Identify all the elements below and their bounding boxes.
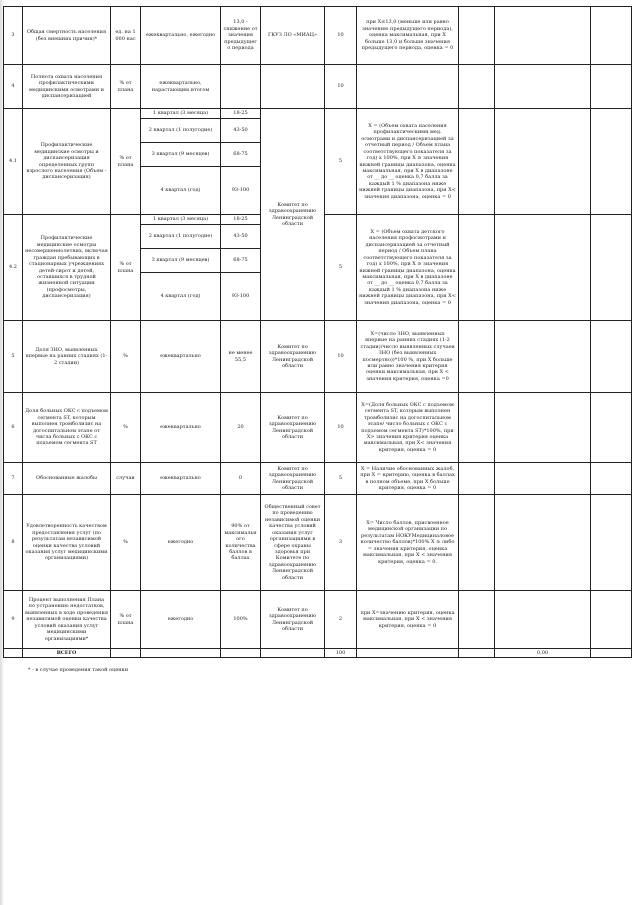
row-number: 8 bbox=[4, 495, 23, 591]
empty-cell bbox=[459, 649, 495, 658]
unit-cell: % bbox=[111, 321, 141, 393]
criterion-cell: не менее 55,5 bbox=[221, 321, 261, 393]
table-row bbox=[4, 7, 632, 65]
total-value: 0,00 bbox=[495, 649, 591, 658]
empty-cell bbox=[495, 215, 591, 321]
score-cell: 5 bbox=[325, 215, 357, 321]
empty-cell bbox=[591, 321, 632, 393]
unit-cell: случаи bbox=[111, 463, 141, 495]
empty-cell bbox=[459, 321, 495, 393]
table-row bbox=[4, 65, 632, 109]
score-cell: 10 bbox=[325, 321, 357, 393]
empty-cell bbox=[591, 463, 632, 495]
responsible-cell: Комитет по здравоохранению Ленинградской области bbox=[261, 321, 325, 393]
footnote: * - в случае проведения такой оценки bbox=[28, 667, 129, 673]
criterion-cell: 13,0 - снижение от значения предыдущего периода bbox=[221, 7, 261, 65]
empty-cell bbox=[4, 649, 23, 658]
criterion-cell: 20 bbox=[221, 393, 261, 463]
empty-cell bbox=[591, 109, 632, 215]
empty-cell bbox=[459, 65, 495, 109]
empty-cell bbox=[591, 393, 632, 463]
unit-cell: % от плана bbox=[111, 591, 141, 649]
period-cell: ежеквартально bbox=[141, 393, 221, 463]
period-q4: 4 квартал (год) bbox=[141, 273, 221, 321]
empty-cell bbox=[591, 649, 632, 658]
row-number: 5 bbox=[4, 321, 23, 393]
indicator-cell: Общая смертность населения (без внешних причин)* bbox=[23, 7, 111, 65]
indicator-cell: Доля ЗНО, выявленных впервые на ранних стадиях (1-2 стадии) bbox=[23, 321, 111, 393]
rule-cell: при X=значению критерия, оценка максимальная, при X < значения критерия, оценка = 0 bbox=[357, 591, 459, 649]
period-q3: 3 квартал (9 месяцев) bbox=[141, 143, 221, 167]
total-score: 100 bbox=[325, 649, 357, 658]
period-q4: 4 квартал (год) bbox=[141, 167, 221, 215]
period-q1: 1 квартал (3 месяца) bbox=[141, 109, 221, 119]
empty-cell bbox=[221, 65, 261, 109]
score-cell: 3 bbox=[325, 495, 357, 591]
empty-cell bbox=[591, 7, 632, 65]
empty-cell bbox=[495, 65, 591, 109]
criterion-q1: 18-25 bbox=[221, 109, 261, 119]
row-number: 6 bbox=[4, 393, 23, 463]
responsible-cell: Комитет по здравоохранению Ленинградской области bbox=[261, 463, 325, 495]
rule-cell: X=(Доля больных ОКС с подъемом сегмента ST, которым выполнен тромболизис на догоспитальном этапе/ число больных с ОКС с подъемом сегмента ST)*100%, при X> значения критерия оценка максимальная, при X< значения критерия, оценка = 0 bbox=[357, 393, 459, 463]
empty-cell bbox=[495, 591, 591, 649]
table-row bbox=[4, 591, 632, 649]
unit-cell: % от плана bbox=[111, 109, 141, 215]
score-cell: 10 bbox=[325, 65, 357, 109]
row-number: 4.1 bbox=[4, 109, 23, 215]
kpi-table bbox=[3, 6, 632, 658]
empty-cell bbox=[591, 215, 632, 321]
score-cell: 10 bbox=[325, 7, 357, 65]
empty-cell bbox=[459, 109, 495, 215]
responsible-cell: Комитет по здравоохранению Ленинградской области bbox=[261, 109, 325, 321]
empty-cell bbox=[221, 649, 261, 658]
period-q2: 2 квартал (1 полугодие) bbox=[141, 119, 221, 143]
empty-cell bbox=[357, 649, 459, 658]
empty-cell bbox=[495, 393, 591, 463]
score-cell: 10 bbox=[325, 393, 357, 463]
total-label: ВСЕГО bbox=[23, 649, 111, 658]
empty-cell bbox=[459, 215, 495, 321]
criterion-q4: 93-100 bbox=[221, 167, 261, 215]
table-row bbox=[4, 463, 632, 495]
row-number: 4 bbox=[4, 65, 23, 109]
empty-cell bbox=[591, 591, 632, 649]
criterion-cell: 0 bbox=[221, 463, 261, 495]
period-cell: ежеквартально bbox=[141, 463, 221, 495]
rule-cell: X=(число ЗНО, выявленных впервые на ранних стадиях (1-2 стадии)/число выявленных случаев ЗНО (без выявленных посмертно))*100 %, при X больше или равно значения критерия оценки максимальная, при X < значения критерия, оценка =0 bbox=[357, 321, 459, 393]
empty-cell bbox=[495, 321, 591, 393]
period-cell: ежегодно bbox=[141, 495, 221, 591]
empty-cell bbox=[591, 65, 632, 109]
criterion-q1: 18-25 bbox=[221, 215, 261, 225]
indicator-cell: Полнота охвата населения профилактическими медицинскими осмотрами и диспансеризацией bbox=[23, 65, 111, 109]
score-cell: 5 bbox=[325, 463, 357, 495]
criterion-q2: 43-50 bbox=[221, 225, 261, 249]
indicator-cell: Удовлетворенность качеством предоставления услуг (по результатам независимой оценки качества условий оказания услуг медицинскими организациями) bbox=[23, 495, 111, 591]
rule-cell: при X≤13,0 (меньше или равно значению предыдущего периода), оценка максимальная, при X больше 13,0 и больше значения предыдущего периода, оценка = 0 bbox=[357, 7, 459, 65]
unit-cell: ед. на 1 000 нас bbox=[111, 7, 141, 65]
criterion-cell: 100% bbox=[221, 591, 261, 649]
criterion-q2: 43-50 bbox=[221, 119, 261, 143]
score-cell: 5 bbox=[325, 109, 357, 215]
responsible-cell: ГКУЗ ЛО «МИАЦ» bbox=[261, 7, 325, 65]
empty-cell bbox=[357, 65, 459, 109]
empty-cell bbox=[459, 495, 495, 591]
responsible-cell: Комитет по здравоохранению Ленинградской области bbox=[261, 393, 325, 463]
empty-cell bbox=[459, 463, 495, 495]
score-cell: 2 bbox=[325, 591, 357, 649]
row-number: 4.2 bbox=[4, 215, 23, 321]
unit-cell: % bbox=[111, 393, 141, 463]
empty-cell bbox=[495, 495, 591, 591]
indicator-cell: Профилактические медицинские осмотры и диспансеризация определенных групп взрослого населения (Объем - диспансеризация) bbox=[23, 109, 111, 215]
table-row bbox=[4, 109, 632, 119]
criterion-q3: 68-75 bbox=[221, 143, 261, 167]
row-number: 9 bbox=[4, 591, 23, 649]
period-cell: ежеквартально, ежегодно bbox=[141, 7, 221, 65]
period-q2: 2 квартал (1 полугодие) bbox=[141, 225, 221, 249]
row-number: 7 bbox=[4, 463, 23, 495]
indicator-cell: Профилактические медицинские осмотры несовершеннолетних, включая граждан пребывающих в стационарных учреждениях детей-сирот и детей, оставшихся в трудной жизненной ситуации (профосмотры, диспансеризация) bbox=[23, 215, 111, 321]
empty-cell bbox=[459, 393, 495, 463]
responsible-cell: Общественный совет по проведению независимой оценки качества условий оказания услуг организациями в сфере охраны здоровья при Комитете по здравоохранению Ленинградской области bbox=[261, 495, 325, 591]
empty-cell bbox=[459, 7, 495, 65]
empty-cell bbox=[111, 649, 141, 658]
empty-cell bbox=[495, 7, 591, 65]
table-row bbox=[4, 393, 632, 463]
empty-cell bbox=[495, 109, 591, 215]
period-q3: 3 квартал (9 месяцев) bbox=[141, 249, 221, 273]
empty-cell bbox=[141, 649, 221, 658]
table-row bbox=[4, 321, 632, 393]
row-number: 3 bbox=[4, 7, 23, 65]
empty-cell bbox=[261, 65, 325, 109]
empty-cell bbox=[459, 591, 495, 649]
unit-cell: % от плана bbox=[111, 65, 141, 109]
rule-cell: X= Число баллов, присвоенное медицинской организации по результатам НОКУМедициналовое количество баллов)*100% X ≥ либо = значения критерия, оценка максимальная, при X < значения критерия, оценка = 0. bbox=[357, 495, 459, 591]
responsible-cell: Комитет по здравоохранению Ленинградской области bbox=[261, 591, 325, 649]
empty-cell bbox=[591, 495, 632, 591]
rule-cell: X = Наличие обоснованных жалоб, при X = критерию, оценка в баллах в полном объеме, при X больше критерия, оценка = 0 bbox=[357, 463, 459, 495]
indicator-cell: Доля больных ОКС с подъемом сегмента ST, которым выполнен тромболизис на догоспитальном этапе от числа больных с ОКС с подъемом сегмента ST bbox=[23, 393, 111, 463]
unit-cell: % от плана bbox=[111, 215, 141, 321]
empty-cell bbox=[261, 649, 325, 658]
total-row bbox=[4, 649, 632, 658]
table-row bbox=[4, 495, 632, 591]
indicator-cell: Обоснованные жалобы bbox=[23, 463, 111, 495]
criterion-cell: 90% от максимального количества баллов в баллах bbox=[221, 495, 261, 591]
rule-cell: X = (Объем охвата населения профилактическими мед. осмотрами и диспансеризацией за отчетный период / Объем плана соответствующего показателя за год) x 100%, при X ≥ значения нижней границы диапазона, оценка максимальная, при X в диапазоне от __ до __ оценка 0,7 балла за каждый 1 % диапазона ниже нижней границы диапазона, при X< значения диапазона, оценка = 0 bbox=[357, 109, 459, 215]
unit-cell: % bbox=[111, 495, 141, 591]
criterion-q3: 68-75 bbox=[221, 249, 261, 273]
empty-cell bbox=[495, 463, 591, 495]
period-cell: ежеквартально, нарастающим итогом bbox=[141, 65, 221, 109]
indicator-cell: Процент выполнения Плана по устранению недостатков, выявленных в ходе проведения независимой оценки качества условий оказания услуг медицинскими организациями* bbox=[23, 591, 111, 649]
period-cell: ежеквартально bbox=[141, 321, 221, 393]
criterion-q4: 93-100 bbox=[221, 273, 261, 321]
rule-cell: X = (Объем охвата детского населения профосмотрами и диспансеризацией за отчетный период / Объем плана соответствующего показателя за год) x 100%, при X ≥ значения нижней границы диапазона, оценка максимальная, при X в диапазоне от __ до __ оценка 0,7 балла за каждый 1 % диапазона ниже нижней границы диапазона, при X< значения диапазона, оценка = 0 bbox=[357, 215, 459, 321]
period-cell: ежегодно bbox=[141, 591, 221, 649]
period-q1: 1 квартал (3 месяца) bbox=[141, 215, 221, 225]
